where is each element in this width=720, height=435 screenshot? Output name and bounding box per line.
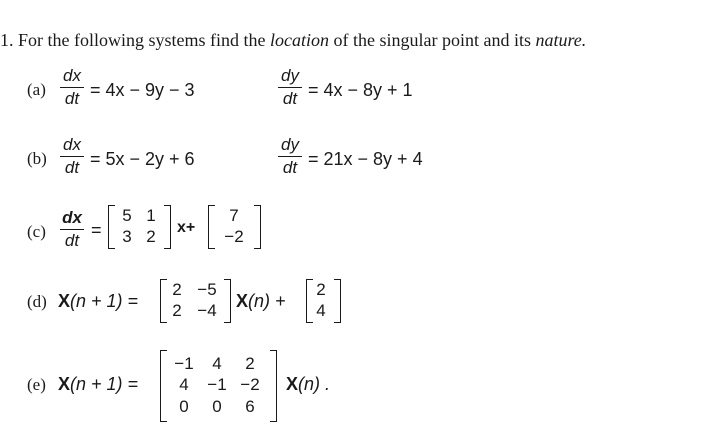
problem-number: 1. xyxy=(0,30,14,50)
matrix-cell: −5 xyxy=(197,280,217,299)
vector-right-bracket xyxy=(334,279,341,323)
part-d-mid xyxy=(236,291,286,312)
part-a-dxdt xyxy=(60,67,84,108)
part-e-label: (e) xyxy=(27,375,46,394)
fraction-denominator: dt xyxy=(64,231,80,250)
matrix-left-bracket xyxy=(160,350,167,422)
part-b-label: (b) xyxy=(27,149,47,168)
matrix-right-bracket xyxy=(270,350,277,422)
matrix-cell: 1 xyxy=(146,206,156,225)
matrix-cell: 2 xyxy=(172,280,182,299)
part-a-rhs2: = 4x − 8y + 1 xyxy=(308,80,413,100)
matrix-cell: −4 xyxy=(197,301,217,320)
matrix-cell: 2 xyxy=(245,354,255,373)
fraction-bar xyxy=(278,156,302,157)
fraction-denominator: dt xyxy=(64,158,80,177)
vector-symbol: X xyxy=(236,291,249,311)
vector-right-bracket xyxy=(254,205,261,249)
part-e-tail xyxy=(286,374,330,395)
part-a-dydt xyxy=(278,67,302,108)
matrix-cell: −1 xyxy=(207,375,227,394)
vector-symbol: X xyxy=(58,291,71,311)
fraction-numerator: dx xyxy=(63,135,81,154)
vector-symbol: X xyxy=(286,374,299,394)
matrix-cell: 2 xyxy=(172,301,182,320)
problem-statement xyxy=(0,30,586,51)
fraction-bar xyxy=(60,87,84,88)
matrix-cell: 5 xyxy=(122,206,132,225)
problem-emphasis-location: location xyxy=(269,30,329,50)
fraction-denominator: dt xyxy=(282,158,298,177)
part-a-label: (a) xyxy=(27,80,46,99)
fraction-denominator: dt xyxy=(64,89,80,108)
matrix-right-bracket xyxy=(224,279,231,323)
matrix-cell: 4 xyxy=(212,354,222,373)
vector-cell: −2 xyxy=(224,227,244,246)
vector-symbol: X xyxy=(58,374,71,394)
fraction-bar xyxy=(278,87,302,88)
problem-text-2: of the singular point and its xyxy=(333,30,531,50)
fraction-bar xyxy=(60,229,84,230)
part-d-mid-rest: (n) + xyxy=(248,291,286,311)
vector-cell: 7 xyxy=(229,206,239,225)
matrix-cell: −2 xyxy=(240,375,260,394)
part-c-xplus: x+ xyxy=(177,219,196,236)
part-b-rhs1: = 5x − 2y + 6 xyxy=(90,149,195,169)
part-b-dxdt xyxy=(60,136,84,177)
part-e-tail-rest: (n) . xyxy=(298,374,331,394)
matrix-cell: 6 xyxy=(245,397,255,416)
fraction-bar xyxy=(60,156,84,157)
problem-emphasis-nature: nature. xyxy=(535,30,587,50)
part-b-dydt xyxy=(278,136,302,177)
matrix-cell: −1 xyxy=(174,354,194,373)
matrix-cell: 0 xyxy=(212,397,222,416)
part-d-lhs-rest: (n + 1) = xyxy=(70,291,139,311)
matrix-left-bracket xyxy=(108,205,115,249)
matrix-right-bracket xyxy=(164,205,171,249)
fraction-denominator: dt xyxy=(282,89,298,108)
vector-left-bracket xyxy=(208,205,215,249)
matrix-cell: 0 xyxy=(179,397,189,416)
fraction-numerator: dy xyxy=(281,66,299,85)
part-d-label: (d) xyxy=(27,292,47,311)
vector-cell: 4 xyxy=(316,301,326,320)
fraction-numerator: dy xyxy=(281,135,299,154)
part-c-equals: = xyxy=(91,220,102,240)
part-d-lhs xyxy=(58,291,138,312)
matrix-cell: 4 xyxy=(179,375,189,394)
fraction-numerator: dx xyxy=(62,208,82,227)
part-c-dxdt xyxy=(60,209,84,250)
matrix-cell: 2 xyxy=(146,227,156,246)
matrix-cell: 3 xyxy=(122,227,132,246)
fraction-numerator: dx xyxy=(63,66,81,85)
part-c-label: (c) xyxy=(27,222,46,241)
part-e-lhs-rest: (n + 1) = xyxy=(70,374,139,394)
part-a-rhs1: = 4x − 9y − 3 xyxy=(90,80,195,100)
part-e-lhs xyxy=(58,374,138,395)
vector-cell: 2 xyxy=(316,280,326,299)
part-b-rhs2: = 21x − 8y + 4 xyxy=(308,149,423,169)
problem-text-1: For the following systems find the xyxy=(18,30,266,50)
